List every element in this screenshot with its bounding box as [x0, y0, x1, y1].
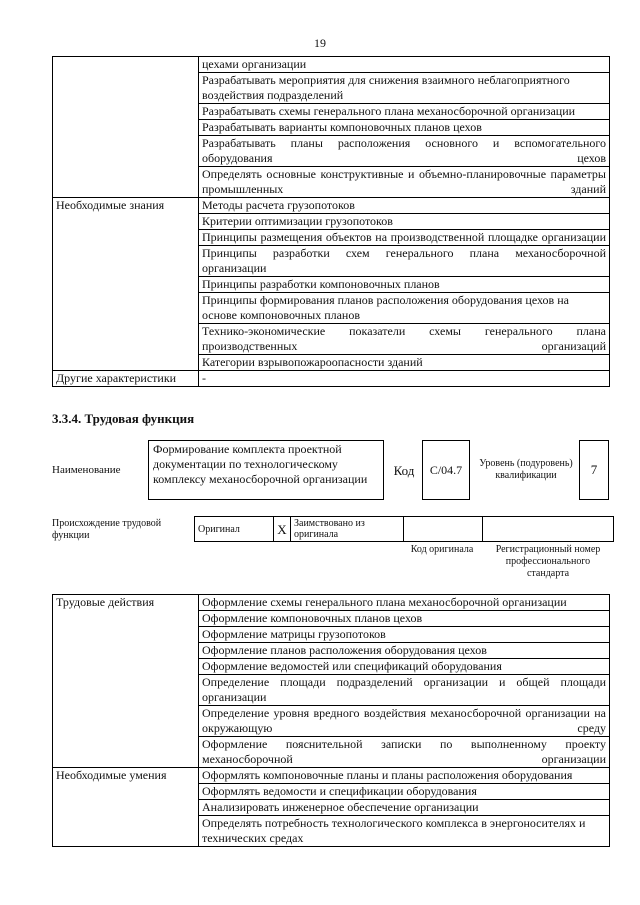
row-item-text: Принципы размещения объектов на производственной площадке организации — [199, 230, 610, 246]
row-item-text: Определять потребность технологического комплекса в энергоносителях и технических средах — [199, 816, 610, 847]
registration-caption: Регистрационный номер профессионального стандарта — [495, 544, 601, 579]
registration-number-cell — [483, 517, 614, 542]
row-category-label: Трудовые действия — [53, 595, 199, 768]
skills-knowledge-table — [52, 56, 610, 387]
borrowed-cell: Заимствовано из оригинала — [291, 517, 404, 542]
row-item-text: Определение уровня вредного воздействия механосборочной организации на окружающую среду — [199, 706, 610, 737]
origin-table — [194, 516, 614, 542]
page-number: 19 — [314, 36, 326, 50]
original-mark: X — [274, 517, 291, 542]
original-cell: Оригинал — [195, 517, 274, 542]
name-label: Наименование — [52, 464, 121, 476]
row-item-text: Оформление планов расположения оборудования цехов — [199, 643, 610, 659]
row-item-text: Разрабатывать планы расположения основного и вспомогательного оборудования цехов — [199, 136, 610, 167]
row-item-text: Оформлять ведомости и спецификации оборудования — [199, 784, 610, 800]
origin-label: Происхождение трудовой функции — [52, 518, 162, 541]
row-category-label: Необходимые знания — [53, 198, 199, 371]
row-item-text: Технико-экономические показатели схемы генерального плана производственных организаций — [199, 324, 610, 355]
code-value-box: C/04.7 — [422, 440, 470, 500]
row-item-text: Категории взрывопожароопасности зданий — [199, 355, 610, 371]
row-item-text: - — [199, 371, 610, 387]
code-caption: Код оригинала — [410, 544, 474, 555]
function-name-box: Формирование комплекта проектной документации по технологическому комплексу механосборочной организации — [148, 440, 384, 500]
row-item-text: цехами организации — [199, 57, 610, 73]
row-item-text: Анализировать инженерное обеспечение организации — [199, 800, 610, 816]
row-category-label — [53, 57, 199, 198]
row-item-text: Разрабатывать варианты компоновочных планов цехов — [199, 120, 610, 136]
level-label: Уровень (подуровень) квалификации — [479, 458, 573, 481]
row-item-text: Принципы разработки схем генерального плана механосборочной организации — [199, 246, 610, 277]
table-row — [53, 57, 610, 73]
row-item-text: Оформление схемы генерального плана механосборочной организации — [199, 595, 610, 611]
level-value-box: 7 — [579, 440, 609, 500]
row-item-text: Принципы разработки компоновочных планов — [199, 277, 610, 293]
row-item-text: Оформление матрицы грузопотоков — [199, 627, 610, 643]
table-row — [53, 768, 610, 784]
row-item-text: Оформление ведомостей или спецификаций оборудования — [199, 659, 610, 675]
row-item-text: Определение площади подразделений организации и общей площади организации — [199, 675, 610, 706]
row-item-text: Оформлять компоновочные планы и планы расположения оборудования — [199, 768, 610, 784]
row-item-text: Принципы формирования планов расположения оборудования цехов на основе компоновочных планов — [199, 293, 610, 324]
table-row — [53, 198, 610, 214]
row-category-label: Необходимые умения — [53, 768, 199, 847]
table-row — [53, 371, 610, 387]
row-item-text: Разрабатывать схемы генерального плана механосборочной организации — [199, 104, 610, 120]
row-item-text: Критерии оптимизации грузопотоков — [199, 214, 610, 230]
row-item-text: Разрабатывать мероприятия для снижения взаимного неблагоприятного воздействия подразделений — [199, 73, 610, 104]
row-item-text: Оформление компоновочных планов цехов — [199, 611, 610, 627]
actions-skills-table — [52, 594, 610, 847]
table-row — [53, 595, 610, 611]
row-item-text: Оформление пояснительной записки по выполненному проекту механосборочной организации — [199, 737, 610, 768]
origin-code-cell — [404, 517, 483, 542]
section-title: 3.3.4. Трудовая функция — [52, 411, 195, 426]
row-category-label: Другие характеристики — [53, 371, 199, 387]
row-item-text: Методы расчета грузопотоков — [199, 198, 610, 214]
row-item-text: Определять основные конструктивные и объемно-планировочные параметры промышленных зданий — [199, 167, 610, 198]
code-label: Код — [393, 462, 415, 478]
